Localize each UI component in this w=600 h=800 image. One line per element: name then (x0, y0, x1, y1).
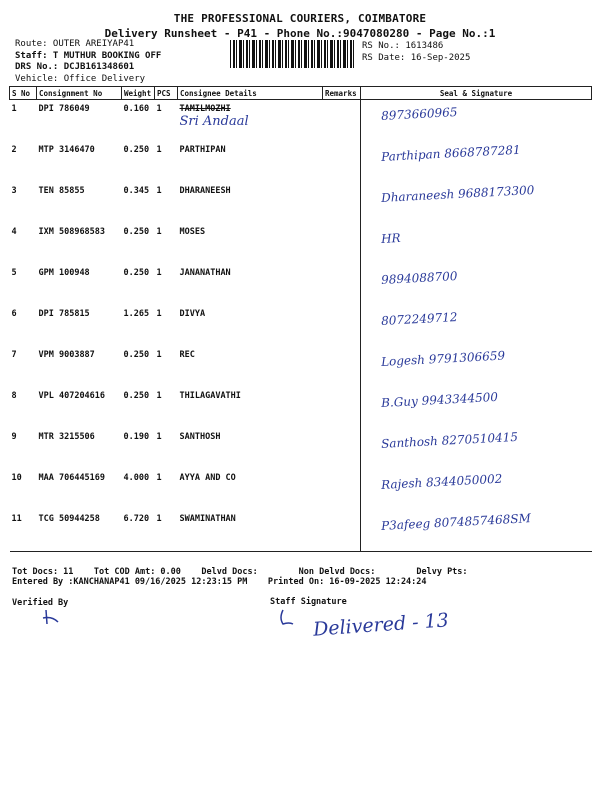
row-consignment-no: VPM 9003887 (38, 350, 95, 360)
delivered-note: Delivered - 13 (312, 609, 450, 641)
row-consignee (178, 387, 323, 428)
row-remarks (323, 141, 361, 182)
row-consignment-no: MTP 3146470 (38, 145, 95, 155)
table-header (10, 87, 592, 100)
row-consignment-no: MTR 3215506 (38, 432, 95, 442)
row-sno: 3 (11, 186, 17, 196)
row-consignment-no: DPI 786049 (38, 104, 90, 114)
totals-line (12, 567, 468, 577)
entry-line (12, 577, 427, 587)
row-sno: 7 (11, 350, 17, 360)
row-consignment-no: VPL 407204616 (38, 391, 106, 401)
row-pcs: 1 (156, 391, 162, 401)
row-remarks (323, 387, 361, 428)
row-remarks (323, 182, 361, 223)
row-sno: 10 (11, 473, 22, 483)
col-remarks: Remarks (323, 87, 361, 100)
handwritten-signature: 8973660965 (380, 104, 458, 123)
vehicle: Vehicle: Office Delivery (15, 73, 146, 84)
row-signature (361, 305, 592, 346)
row-consignee (178, 182, 323, 223)
consignee-name: JANANATHAN (179, 268, 231, 278)
runsheet-subtitle: Delivery Runsheet - P41 - Phone No.:9047080280 - Page No.:1 (104, 27, 496, 40)
table-row (10, 469, 592, 510)
delvd-docs: Delvd Docs: (201, 567, 258, 577)
printed-on: Printed On: 16-09-2025 12:24:24 (267, 577, 427, 587)
staff-signature: Staff Signature (270, 597, 347, 607)
row-weight: 0.250 (123, 391, 150, 401)
tot-docs: Tot Docs: 11 (12, 567, 74, 577)
row-weight: 6.720 (122, 510, 155, 552)
row-consignee (178, 100, 323, 142)
row-signature (361, 182, 592, 223)
row-sno: 9 (11, 432, 17, 442)
table-row (10, 100, 592, 142)
row-pcs: 1 (156, 432, 162, 442)
row-pcs: 1 (156, 145, 162, 155)
row-sno: 2 (11, 145, 17, 155)
tot-cod: Tot COD Amt: 0.00 (93, 567, 181, 577)
handwritten-signature: 8072249712 (380, 309, 458, 328)
row-sno: 11 (10, 510, 37, 552)
row-consignment-no: TCG 50944258 (37, 510, 122, 552)
handwritten-signature: Dharaneesh 9688173300 (380, 182, 535, 205)
verified-by: Verified By (12, 598, 69, 608)
row-consignee (178, 264, 323, 305)
row-sno: 5 (11, 268, 17, 278)
rs-info (362, 41, 470, 64)
table-row (10, 182, 592, 223)
table-row (10, 387, 592, 428)
row-remarks (323, 100, 361, 142)
row-consignee (178, 141, 323, 182)
col-weight: Weight (122, 87, 155, 100)
row-consignment-no: DPI 785815 (38, 309, 90, 319)
row-sno: 6 (11, 309, 17, 319)
row-consignment-no: IXM 508968583 (38, 227, 106, 237)
col-signature: Seal & Signature (361, 87, 592, 100)
handwritten-signature: Santhosh 8270510415 (380, 429, 519, 451)
route-info (15, 39, 161, 85)
consignee-name: AYYA AND CO (179, 473, 236, 483)
consignee-name: REC (179, 350, 195, 360)
row-signature (361, 346, 592, 387)
row-pcs: 1 (156, 227, 162, 237)
row-weight: 0.250 (123, 227, 150, 237)
consignee-name: DHARANEESH (179, 186, 231, 196)
table-row (10, 305, 592, 346)
table-row (10, 264, 592, 305)
row-pcs: 1 (156, 473, 162, 483)
row-remarks (323, 428, 361, 469)
staff-signature-mark (273, 608, 313, 628)
consignee-name: TAMILMOZHI (179, 104, 231, 114)
row-consignment-no: TEN 85855 (38, 186, 85, 196)
consignee-name: PARTHIPAN (179, 145, 226, 155)
row-signature (361, 141, 592, 182)
rs-no: RS No.: 1613486 (362, 41, 444, 51)
table-row (10, 510, 592, 552)
row-weight: 0.345 (123, 186, 150, 196)
row-sno: 1 (11, 104, 17, 114)
handwritten-signature: B.Guy 9943344500 (380, 389, 499, 410)
company-title: THE PROFESSIONAL COURIERS, COIMBATORE (173, 12, 427, 25)
col-pcs: PCS (155, 87, 178, 100)
row-weight: 0.160 (123, 104, 150, 114)
delvy-pts: Delvy Pts: (416, 567, 468, 577)
row-consignee (178, 346, 323, 387)
consignee-name: THILAGAVATHI (179, 391, 241, 401)
row-signature (361, 264, 592, 305)
row-signature (361, 428, 592, 469)
row-signature (361, 510, 592, 552)
row-signature (361, 469, 592, 510)
non-delvd-docs: Non Delvd Docs: (298, 567, 376, 577)
row-pcs: 1 (156, 104, 162, 114)
row-consignee (178, 428, 323, 469)
entered-by: Entered By :KANCHANAP41 09/16/2025 12:23:15 PM (12, 577, 248, 587)
consignee-name: MOSES (179, 227, 206, 237)
row-sno: 8 (11, 391, 17, 401)
row-pcs: 1 (156, 186, 162, 196)
row-consignee (178, 223, 323, 264)
col-sno: S No (10, 87, 37, 100)
row-pcs: 1 (156, 268, 162, 278)
col-consignee: Consignee Details (178, 87, 323, 100)
runsheet-table (9, 86, 592, 552)
row-remarks (323, 223, 361, 264)
rs-date: RS Date: 16-Sep-2025 (362, 52, 471, 63)
row-remarks (323, 264, 361, 305)
handwritten-signature: Rajesh 8344050002 (380, 471, 503, 492)
verifier-signature (40, 608, 70, 628)
handwritten-signature: HR (380, 230, 401, 246)
row-remarks (323, 305, 361, 346)
handwritten-signature: 9894088700 (380, 268, 458, 287)
row-consignee (178, 510, 323, 552)
row-consignee (178, 469, 323, 510)
consignee-name: SANTHOSH (179, 432, 221, 442)
col-consignment: Consignment No (37, 87, 122, 100)
handwritten-signature: Logesh 9791306659 (380, 348, 506, 369)
row-signature (361, 223, 592, 264)
row-weight: 0.250 (123, 145, 150, 155)
consignee-name: SWAMINATHAN (179, 514, 236, 524)
table-row (10, 346, 592, 387)
row-sno: 4 (11, 227, 17, 237)
row-remarks (323, 510, 361, 552)
staff: Staff: T MUTHUR BOOKING OFF (15, 50, 162, 61)
row-remarks (323, 346, 361, 387)
row-pcs: 1 (155, 510, 178, 552)
route: Route: OUTER AREIYAP41 (15, 39, 135, 49)
row-pcs: 1 (156, 309, 162, 319)
handwritten-consignee: Sri Andaal (179, 114, 249, 129)
row-pcs: 1 (156, 350, 162, 360)
table-row (10, 428, 592, 469)
row-weight: 1.265 (123, 309, 150, 319)
consignee-name: DIVYA (179, 309, 206, 319)
handwritten-signature: Parthipan 8668787281 (380, 142, 521, 164)
row-weight: 0.250 (123, 268, 150, 278)
handwritten-signature: P3afeeg 8074857468SM (380, 511, 532, 533)
table-row (10, 141, 592, 182)
table-row (10, 223, 592, 264)
row-consignment-no: GPM 100948 (38, 268, 90, 278)
row-weight: 0.190 (123, 432, 150, 442)
row-signature (361, 387, 592, 428)
row-remarks (323, 469, 361, 510)
row-consignment-no: MAA 706445169 (38, 473, 106, 483)
row-signature (361, 100, 592, 142)
drs-no: DRS No.: DCJB161348601 (15, 62, 135, 72)
barcode (230, 40, 355, 68)
row-weight: 4.000 (123, 473, 150, 483)
row-consignee (178, 305, 323, 346)
row-weight: 0.250 (123, 350, 150, 360)
